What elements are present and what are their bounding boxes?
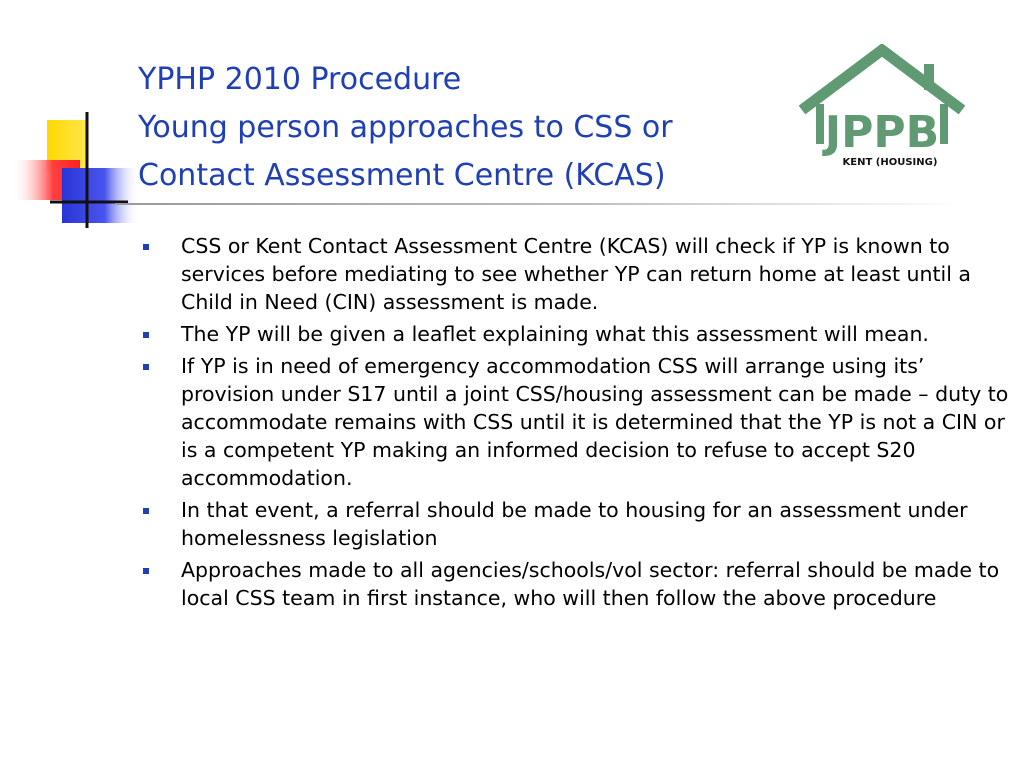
blue-square xyxy=(62,168,140,223)
title-divider xyxy=(115,203,965,205)
list-item xyxy=(140,320,1010,348)
title-line-2: Young person approaches to CSS or xyxy=(138,110,673,145)
bullet-text: CSS or Kent Contact Assessment Centre (KCAS) will check if YP is known to services before mediating to see whether YP can return home at least until a Child in Need (CIN) assessment is made. xyxy=(181,234,971,314)
list-item xyxy=(140,556,1010,612)
list-item xyxy=(140,496,1010,552)
square-bullet-icon xyxy=(143,244,149,250)
bullet-list xyxy=(140,232,1010,616)
logo-chimney xyxy=(924,64,934,90)
square-bullet-icon xyxy=(143,332,149,338)
list-item xyxy=(140,232,1010,316)
bullet-text: The YP will be given a leaflet explaining what this assessment will mean. xyxy=(181,322,929,346)
slide-title xyxy=(138,56,778,200)
bullet-text: If YP is in need of emergency accommodation CSS will arrange using its’ provision under S17 until a joint CSS/housing assessment can be made – duty to accommodate remains with CSS until it is determined that the YP is not a CIN or is a competent YP making an informed decision to refuse to accept S20 accommodation. xyxy=(181,354,1009,490)
title-line-1: YPHP 2010 Procedure xyxy=(138,62,462,97)
jppb-logo xyxy=(796,44,968,172)
roof-icon xyxy=(802,50,962,110)
logo-wordmark: JPPB xyxy=(824,107,940,158)
list-item xyxy=(140,352,1010,492)
title-line-3: Contact Assessment Centre (KCAS) xyxy=(138,158,666,193)
bullet-text: In that event, a referral should be made to housing for an assessment under homelessness legislation xyxy=(181,498,968,550)
bullet-text: Approaches made to all agencies/schools/vol sector: referral should be made to local CSS team in first instance, who will then follow the above procedure xyxy=(181,558,1000,610)
square-bullet-icon xyxy=(143,364,149,370)
logo-caption: KENT (HOUSING) xyxy=(842,157,938,168)
square-bullet-icon xyxy=(143,508,149,514)
square-bullet-icon xyxy=(143,568,149,574)
